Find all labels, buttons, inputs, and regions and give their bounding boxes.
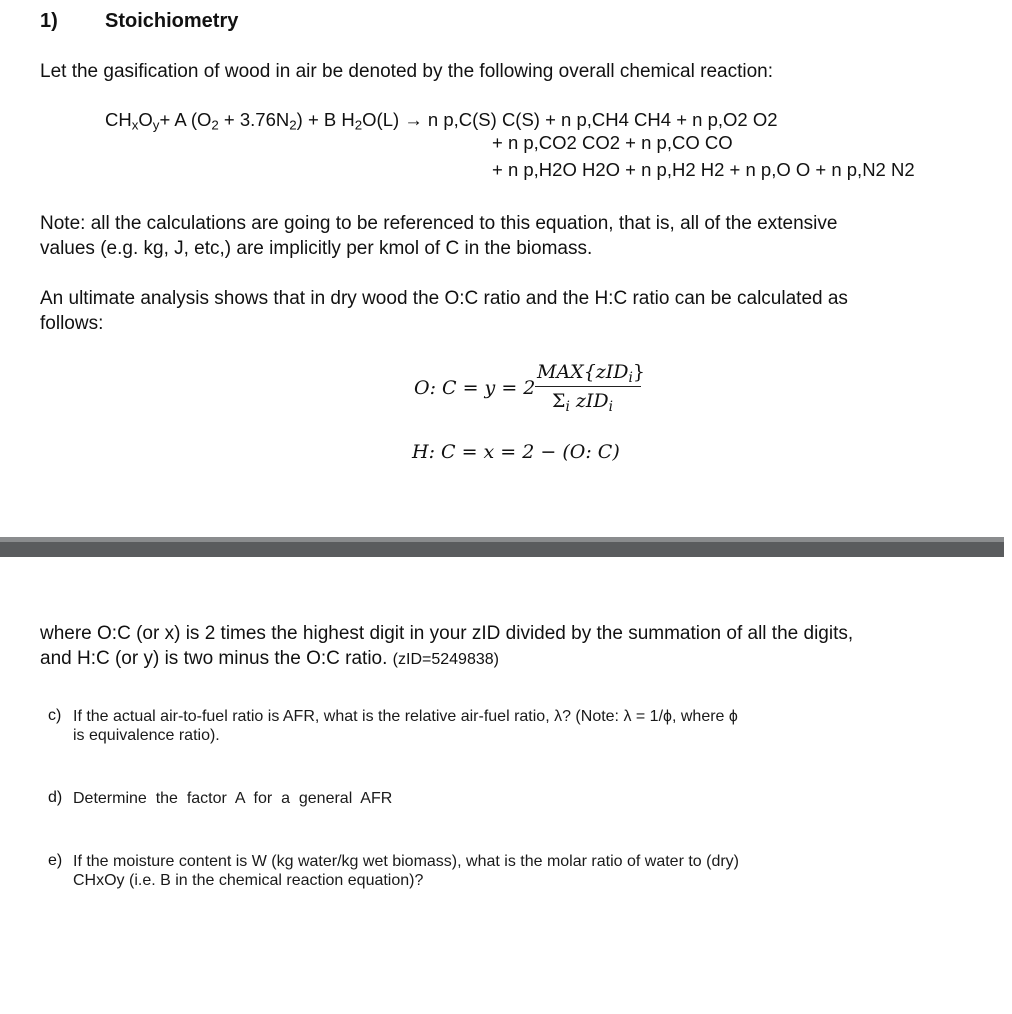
formula-oc-lhs: O: C = y = 2 [414, 377, 536, 399]
note-line-2: values (e.g. kg, J, etc,) are implicitly per kmol of C in the biomass. [40, 238, 593, 259]
fuel-formula: $CH_xO_y$ [105, 109, 160, 133]
formula-hc: H: C = x = 2 − (O: C) [412, 441, 620, 463]
question-d-line-1: Determine the factor A for a general AFR [73, 790, 393, 807]
fraction-bar [535, 386, 641, 387]
where-line-2: and H:C (or y) is two minus the O:C ratio. (zID=5249838) [40, 648, 499, 669]
question-d-label: d) [48, 789, 63, 806]
question-c-label: c) [48, 707, 62, 724]
section-number: 1) [40, 10, 58, 32]
formula-oc-denominator: $\Sigma_i$ zID$_i$ [552, 390, 613, 415]
divider-bar [0, 537, 1004, 557]
question-e-line-2: CHxOy (i.e. B in the chemical reaction equation)? [73, 872, 424, 889]
question-e-line-1: If the moisture content is W (kg water/kg wet biomass), what is the molar ratio of water to (dry) [73, 853, 740, 870]
section-title: Stoichiometry [105, 10, 239, 32]
reaction-line-3: + n p,H2O H2O + n p,H2 H2 + n p,O O + n p,N2 N2 [492, 159, 915, 180]
question-c-line-1: If the actual air-to-fuel ratio is AFR, what is the relative air-fuel ratio, λ? (Note: λ = 1/ϕ, where ϕ [73, 708, 738, 725]
reaction-line-2: + n p,CO2 CO2 + n p,CO CO [492, 132, 733, 153]
note-line-1: Note: all the calculations are going to be referenced to this equation, that is, all of the extensive [40, 213, 838, 234]
analysis-line-2: follows: [40, 313, 104, 334]
where-line-1: where O:C (or x) is 2 times the highest digit in your zID divided by the summation of all the digits, [40, 623, 854, 644]
analysis-line-1: An ultimate analysis shows that in dry wood the O:C ratio and the H:C ratio can be calculated as [40, 288, 848, 309]
question-c-line-2: is equivalence ratio). [73, 727, 220, 744]
reaction-line-1: $CH_xO_y+ A$ $(O_2 + 3.76N_2) + B$ $H_2O(L) \to n$ p,C(S) C(S) + n p,CH4 CH4 + n p,O2 O2 [105, 109, 778, 133]
formula-oc-numerator: MAX{zID$_i$} [537, 361, 646, 386]
products-line-1: n p,C(S) C(S) + n p,CH4 CH4 + n p,O2 O2 [427, 109, 778, 130]
intro-text: Let the gasification of wood in air be denoted by the following overall chemical reaction: [40, 61, 773, 82]
question-e-label: e) [48, 852, 63, 869]
zid-value: (zID=5249838) [392, 651, 499, 668]
